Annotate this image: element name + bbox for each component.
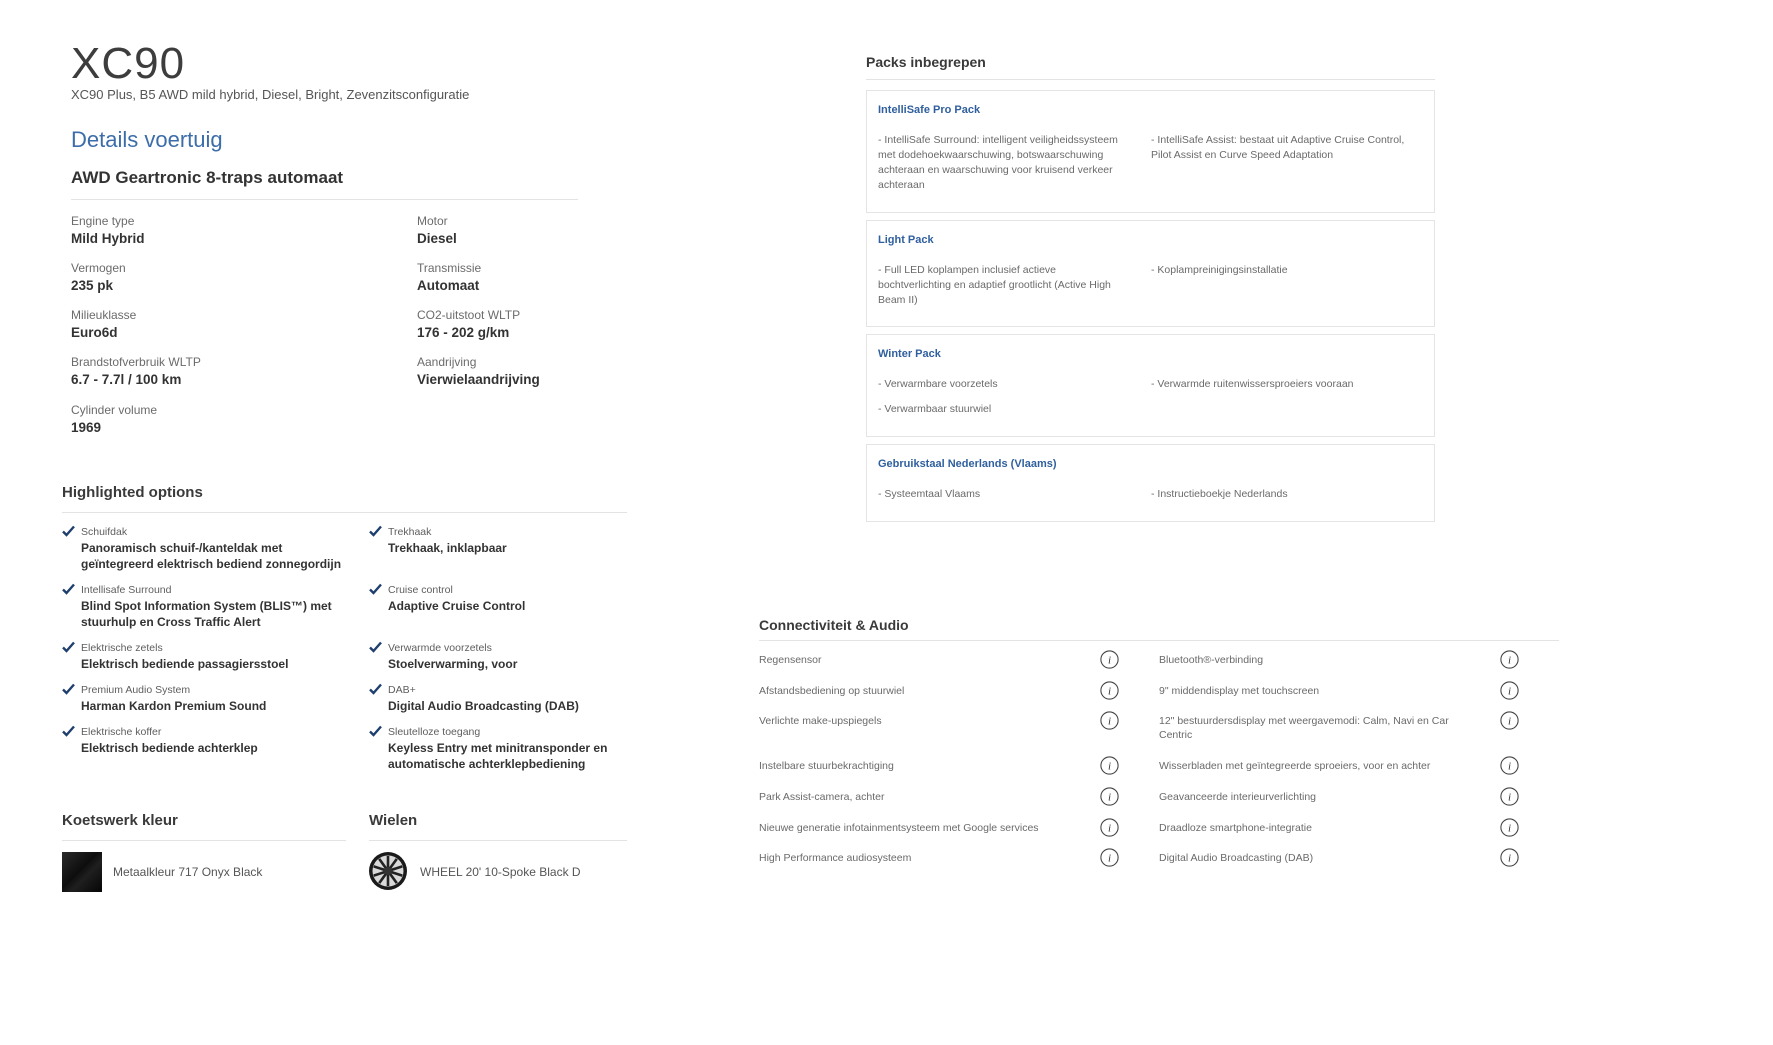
pack-feature: - Verwarmbaar stuurwiel xyxy=(878,403,992,415)
spec-value: Euro6d xyxy=(71,325,118,340)
check-icon xyxy=(62,725,75,737)
spec-value: 1969 xyxy=(71,420,102,435)
option-item xyxy=(369,583,649,614)
option-value: Elektrisch bediende achterklep xyxy=(81,741,258,755)
svg-text:i: i xyxy=(1507,760,1512,773)
option-label: Trekhaak xyxy=(388,526,432,538)
option-value: Stoelverwarming, voor xyxy=(388,657,518,671)
pack-name: Winter Pack xyxy=(878,348,941,360)
option-item xyxy=(62,683,342,714)
check-icon xyxy=(62,525,75,537)
connectivity-item: 12" bestuurdersdisplay met weergavemodi: Calm, Navi en Car Centric xyxy=(1159,715,1449,741)
pack-feature: - Instructieboekje Nederlands xyxy=(1151,488,1288,500)
option-value: Panoramisch schuif-/kanteldak met geïntegreerd elektrisch bediend zonnegordijn xyxy=(81,541,342,571)
spec-power xyxy=(71,261,371,295)
option-label: Sleutelloze toegang xyxy=(388,726,481,738)
info-icon[interactable] xyxy=(1100,681,1119,700)
info-icon[interactable] xyxy=(1500,650,1519,669)
option-value: Digital Audio Broadcasting (DAB) xyxy=(388,699,579,713)
highlighted-title: Highlighted options xyxy=(62,484,203,501)
connectivity-item: Bluetooth®-verbinding xyxy=(1159,654,1264,666)
spec-value: 235 pk xyxy=(71,278,114,293)
connectivity-item: Digital Audio Broadcasting (DAB) xyxy=(1159,852,1314,864)
connectivity-item: Wisserbladen met geïntegreerde sproeiers, voor en achter xyxy=(1159,760,1431,772)
info-icon[interactable] xyxy=(1500,681,1519,700)
info-icon[interactable] xyxy=(1500,756,1519,775)
info-icon[interactable] xyxy=(1100,787,1119,806)
info-icon[interactable] xyxy=(1100,650,1119,669)
svg-text:i: i xyxy=(1507,685,1512,698)
spec-value: Vierwielaandrijving xyxy=(417,372,540,387)
connectivity-item: 9" middendisplay met touchscreen xyxy=(1159,685,1320,697)
option-label: Intellisafe Surround xyxy=(81,584,172,596)
spec-co2 xyxy=(417,308,717,342)
svg-text:i: i xyxy=(1507,715,1512,728)
pack-name: Gebruikstaal Nederlands (Vlaams) xyxy=(878,458,1057,470)
spec-label: Milieuklasse xyxy=(71,308,137,322)
option-value: Adaptive Cruise Control xyxy=(388,599,526,613)
spec-transmission xyxy=(417,261,717,295)
connectivity-item: Verlichte make-upspiegels xyxy=(759,715,882,727)
check-icon xyxy=(62,641,75,653)
pack-feature: - Verwarmbare voorzetels xyxy=(878,378,998,390)
spec-label: Transmissie xyxy=(417,261,482,275)
spec-value: Automaat xyxy=(417,278,480,293)
svg-text:i: i xyxy=(1107,852,1112,865)
option-label: DAB+ xyxy=(388,684,416,696)
svg-text:i: i xyxy=(1507,791,1512,804)
option-label: Verwarmde voorzetels xyxy=(388,642,492,654)
pack-name: IntelliSafe Pro Pack xyxy=(878,104,981,116)
check-icon xyxy=(369,525,382,537)
model-subtitle: XC90 Plus, B5 AWD mild hybrid, Diesel, Bright, Zevenzitsconfiguratie xyxy=(71,87,470,102)
spec-value: 6.7 - 7.7l / 100 km xyxy=(71,372,182,387)
divider xyxy=(62,840,346,841)
svg-text:i: i xyxy=(1507,822,1512,835)
connectivity-item: Geavanceerde interieurverlichting xyxy=(1159,791,1317,803)
pack-feature: - IntelliSafe Assist: bestaat uit Adaptive Cruise Control, Pilot Assist en Curve Speed Adaptation xyxy=(1151,134,1405,161)
color-title: Koetswerk kleur xyxy=(62,812,178,829)
spec-label: Vermogen xyxy=(71,261,126,275)
check-icon xyxy=(369,583,382,595)
svg-text:i: i xyxy=(1507,654,1512,667)
spec-cylinder-volume xyxy=(71,403,371,437)
connectivity-item: Regensensor xyxy=(759,654,822,666)
check-icon xyxy=(62,583,75,595)
divider xyxy=(759,640,1559,641)
option-item xyxy=(369,683,649,714)
svg-text:i: i xyxy=(1107,654,1112,667)
spec-label: Brandstofverbruik WLTP xyxy=(71,355,201,369)
spec-label: Aandrijving xyxy=(417,355,477,369)
spec-value: Mild Hybrid xyxy=(71,231,145,246)
pack-card xyxy=(866,220,1435,327)
option-value: Elektrisch bediende passagiersstoel xyxy=(81,657,289,671)
divider xyxy=(71,199,578,200)
connectivity-item: Instelbare stuurbekrachtiging xyxy=(759,760,894,772)
pack-feature: - Full LED koplampen inclusief actieve bochtverlichting en adaptief grootlicht (Active High Beam II) xyxy=(878,264,1111,306)
connectivity-item: Draadloze smartphone-integratie xyxy=(1159,822,1312,834)
spec-label: Engine type xyxy=(71,214,135,228)
info-icon[interactable] xyxy=(1100,711,1119,730)
option-item xyxy=(369,725,649,772)
svg-text:i: i xyxy=(1107,685,1112,698)
info-icon[interactable] xyxy=(1500,711,1519,730)
svg-text:i: i xyxy=(1107,715,1112,728)
spec-label: Motor xyxy=(417,214,448,228)
pack-name: Light Pack xyxy=(878,234,934,246)
pack-feature: - IntelliSafe Surround: intelligent veiligheidssysteem met dodehoekwaarschuwing, botswaarschuwing achteraan en waarschuwing voor kruisend verkeer achteraan xyxy=(878,134,1118,191)
connectivity-item: Nieuwe generatie infotainmentsysteem met Google services xyxy=(759,822,1039,834)
option-label: Schuifdak xyxy=(81,526,128,538)
details-heading: Details voertuig xyxy=(71,127,223,152)
divider xyxy=(369,840,627,841)
spec-motor xyxy=(417,214,717,248)
spec-drivetrain xyxy=(417,355,717,389)
spec-value: 176 - 202 g/km xyxy=(417,325,510,340)
connectivity-item: Park Assist-camera, achter xyxy=(759,791,885,803)
svg-text:i: i xyxy=(1107,760,1112,773)
info-icon[interactable] xyxy=(1500,848,1519,867)
connectivity-item: High Performance audiosysteem xyxy=(759,852,912,864)
divider xyxy=(866,79,1435,80)
packs-title: Packs inbegrepen xyxy=(866,54,986,70)
info-icon[interactable] xyxy=(1500,818,1519,837)
divider xyxy=(62,512,627,513)
color-name: Metaalkleur 717 Onyx Black xyxy=(113,865,263,879)
wheel-name: WHEEL 20' 10-Spoke Black D xyxy=(420,865,581,879)
spec-label: Cylinder volume xyxy=(71,403,158,417)
info-icon[interactable] xyxy=(1100,756,1119,775)
option-item xyxy=(62,641,342,672)
option-label: Elektrische zetels xyxy=(81,642,163,654)
option-label: Cruise control xyxy=(388,584,453,596)
spec-fuel-consumption xyxy=(71,355,371,389)
pack-card xyxy=(866,334,1435,437)
svg-text:i: i xyxy=(1107,822,1112,835)
check-icon xyxy=(369,725,382,737)
option-item xyxy=(62,725,342,756)
option-item xyxy=(62,583,342,630)
svg-text:i: i xyxy=(1507,852,1512,865)
option-value: Harman Kardon Premium Sound xyxy=(81,699,267,713)
spec-engine-type xyxy=(71,214,371,248)
info-icon[interactable] xyxy=(1100,818,1119,837)
option-value: Keyless Entry met minitransponder en automatische achterklepbediening xyxy=(388,741,608,771)
wheel-icon xyxy=(368,851,408,891)
pack-feature: - Koplampreinigingsinstallatie xyxy=(1151,264,1288,276)
option-value: Blind Spot Information System (BLIS™) met stuurhulp en Cross Traffic Alert xyxy=(81,599,332,629)
option-label: Premium Audio System xyxy=(81,684,191,696)
pack-feature: - Systeemtaal Vlaams xyxy=(878,488,981,500)
color-swatch xyxy=(62,852,102,892)
option-label: Elektrische koffer xyxy=(81,726,162,738)
pack-card xyxy=(866,90,1435,213)
connectivity-item: Afstandsbediening op stuurwiel xyxy=(759,685,905,697)
check-icon xyxy=(62,683,75,695)
spec-value: Diesel xyxy=(417,231,457,246)
spec-emission-class xyxy=(71,308,371,342)
info-icon[interactable] xyxy=(1100,848,1119,867)
pack-card xyxy=(866,444,1435,522)
wheels-title: Wielen xyxy=(369,812,418,829)
model-title: XC90 xyxy=(71,39,186,88)
spec-label: CO2-uitstoot WLTP xyxy=(417,308,521,322)
check-icon xyxy=(369,683,382,695)
option-item xyxy=(62,525,342,572)
pack-feature: - Verwarmde ruitenwissersproeiers vooraan xyxy=(1151,378,1354,390)
option-item xyxy=(369,525,649,556)
option-value: Trekhaak, inklapbaar xyxy=(388,541,507,555)
connectivity-title: Connectiviteit & Audio xyxy=(759,617,909,633)
transmission-title: AWD Geartronic 8-traps automaat xyxy=(71,168,344,187)
option-item xyxy=(369,641,649,672)
info-icon[interactable] xyxy=(1500,787,1519,806)
svg-text:i: i xyxy=(1107,791,1112,804)
check-icon xyxy=(369,641,382,653)
